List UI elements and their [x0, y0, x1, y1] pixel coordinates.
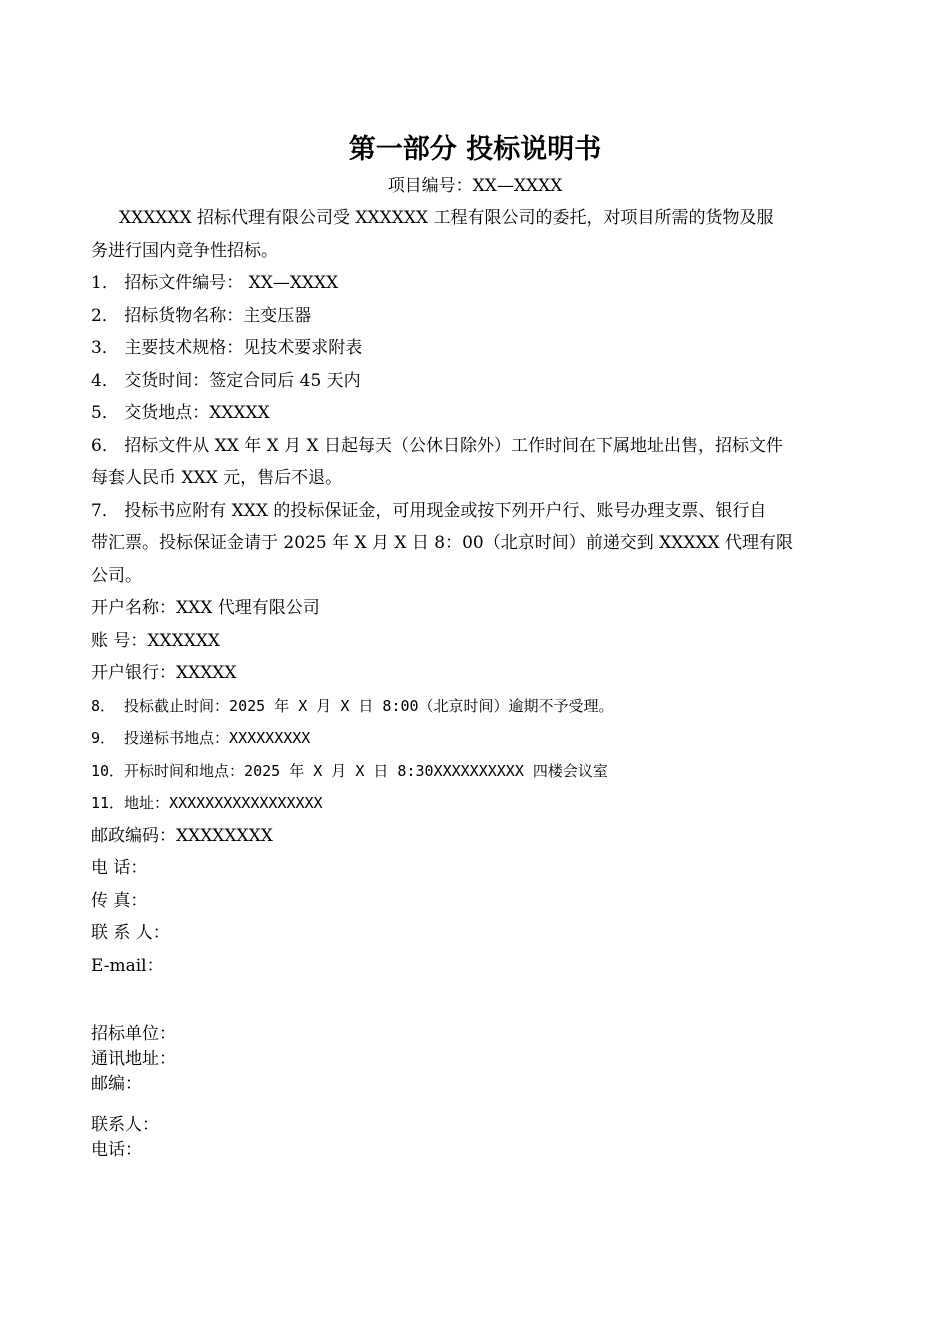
item-7-line: 公司。 — [91, 565, 142, 586]
closing-zip: 邮编： — [91, 1074, 142, 1094]
item-8: 8． 投标截止时间：2025 年 X 月 X 日 8:00（北京时间）逾期不予受理。 — [91, 696, 614, 715]
closing-contact: 联系人： — [91, 1115, 159, 1135]
item-2: 2． 招标货物名称：主变压器 — [91, 305, 312, 326]
intro-line: XXXXXX 招标代理有限公司受 XXXXXX 工程有限公司的委托，对项目所需的货物及服 — [119, 208, 774, 228]
project-number: 项目编号：XX—XXXX — [387, 176, 563, 196]
item-10: 10．开标时间和地点：2025 年 X 月 X 日 8:30XXXXXXXXXX 四楼会议室 — [91, 761, 608, 780]
item-11: 11．地址：XXXXXXXXXXXXXXXXX — [91, 794, 323, 812]
bank-name: 开户银行：XXXXX — [91, 663, 237, 683]
email: E-mail： — [91, 955, 164, 976]
phone: 电 话： — [91, 858, 148, 878]
item-6-line: 6． 招标文件从 XX 年 X 月 X 日起每天（公休日除外）工作时间在下属地址出售，招标文件 — [91, 435, 784, 456]
intro-paragraph — [91, 202, 861, 267]
closing-address: 通讯地址： — [91, 1049, 176, 1069]
item-6-line: 每套人民币 XXX 元，售后不退。 — [91, 468, 343, 488]
item-5: 5． 交货地点：XXXXX — [91, 403, 270, 423]
item-9: 9． 投递标书地点：XXXXXXXXX — [91, 729, 311, 747]
account-number: 账 号：XXXXXX — [91, 630, 221, 651]
item-1: 1． 招标文件编号： XX—XXXX — [91, 273, 339, 293]
closing-unit: 招标单位： — [91, 1024, 176, 1044]
item-6 — [91, 430, 861, 495]
document-title: 第一部分 投标说明书 — [348, 134, 602, 165]
closing-phone: 电话： — [91, 1140, 142, 1160]
intro-line: 务进行国内竞争性招标。 — [91, 240, 278, 261]
item-4: 4． 交货时间：签定合同后 45 天内 — [91, 370, 361, 391]
account-name: 开户名称：XXX 代理有限公司 — [91, 598, 320, 618]
fax: 传 真： — [91, 890, 148, 911]
item-7-line: 7． 投标书应附有 XXX 的投标保证金，可用现金或按下列开户行、账号办理支票、银行自 — [91, 500, 767, 521]
item-3: 3． 主要技术规格：见技术要求附表 — [91, 338, 363, 358]
postcode: 邮政编码：XXXXXXXX — [91, 825, 273, 846]
item-7 — [91, 495, 861, 593]
item-7-line: 带汇票。投标保证金请于 2025 年 X 月 X 日 8：00（北京时间）前递交到 XXXXX 代理有限 — [91, 533, 794, 553]
contact-person: 联 系 人： — [91, 923, 170, 943]
